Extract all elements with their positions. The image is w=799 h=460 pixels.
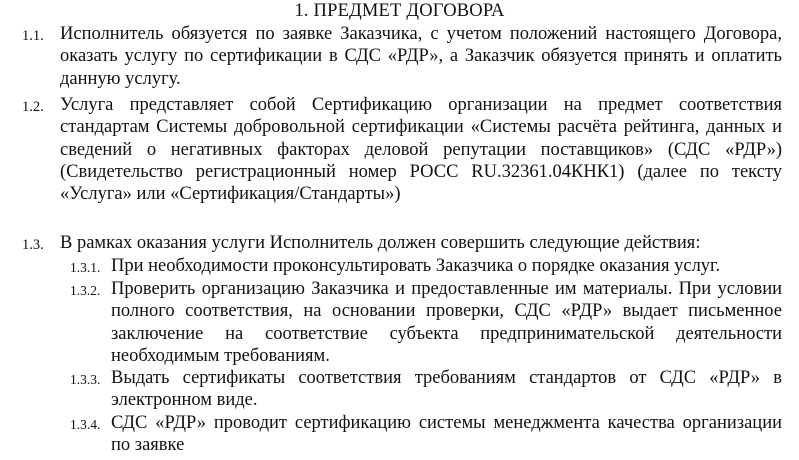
section-title: 1. ПРЕДМЕТ ДОГОВОРА	[294, 1, 505, 21]
subclause-text: СДС «РДР» проводит сертификацию системы менеджмента качества организации по заявке	[111, 413, 782, 456]
clause-text: В рамках оказания услуги Исполнитель должен совершить следующие действия:	[60, 233, 701, 253]
clause-text: Услуга представляет собой Сертификацию организации на предмет соответствия стандартам Системы добровольной сертификации «Системы расчёта рейтинга, данных и сведений о негативных факторах деловой репутации поставщиков» (СДС «РДР») (Свидетельство регистрационный номер РОСС RU.32361.04КНК1) (далее по тексту «Услуга» или «Сертификация/Стандарты»)	[60, 95, 782, 205]
clause-number: 1.1.	[22, 28, 44, 44]
subclause-text: Выдать сертификаты соответствия требованиям стандартов от СДС «РДР» в электронном виде.	[111, 368, 782, 411]
subclause-number: 1.3.3.	[70, 372, 101, 387]
clause-number: 1.2.	[22, 99, 44, 115]
clause-number: 1.3.	[22, 237, 44, 253]
subclause-text: Проверить организацию Заказчика и предоставленные им материалы. При условии полного соответствия, на основании проверки, СДС «РДР» выдает письменное заключение на соответствие субъекта предпринимательской деятельности необходимым требованиям.	[111, 279, 782, 366]
subclause-number: 1.3.1.	[70, 260, 101, 275]
clause-text: Исполнитель обязуется по заявке Заказчика, с учетом положений настоящего Договора, оказать услугу по сертификации в СДС «РДР», а Заказчик обязуется принять и оплатить данную услугу.	[60, 24, 782, 89]
subclause-number: 1.3.4.	[70, 417, 101, 432]
subclause-number: 1.3.2.	[70, 283, 101, 298]
subclause-text: При необходимости проконсультировать Заказчика о порядке оказания услуг.	[111, 256, 721, 276]
